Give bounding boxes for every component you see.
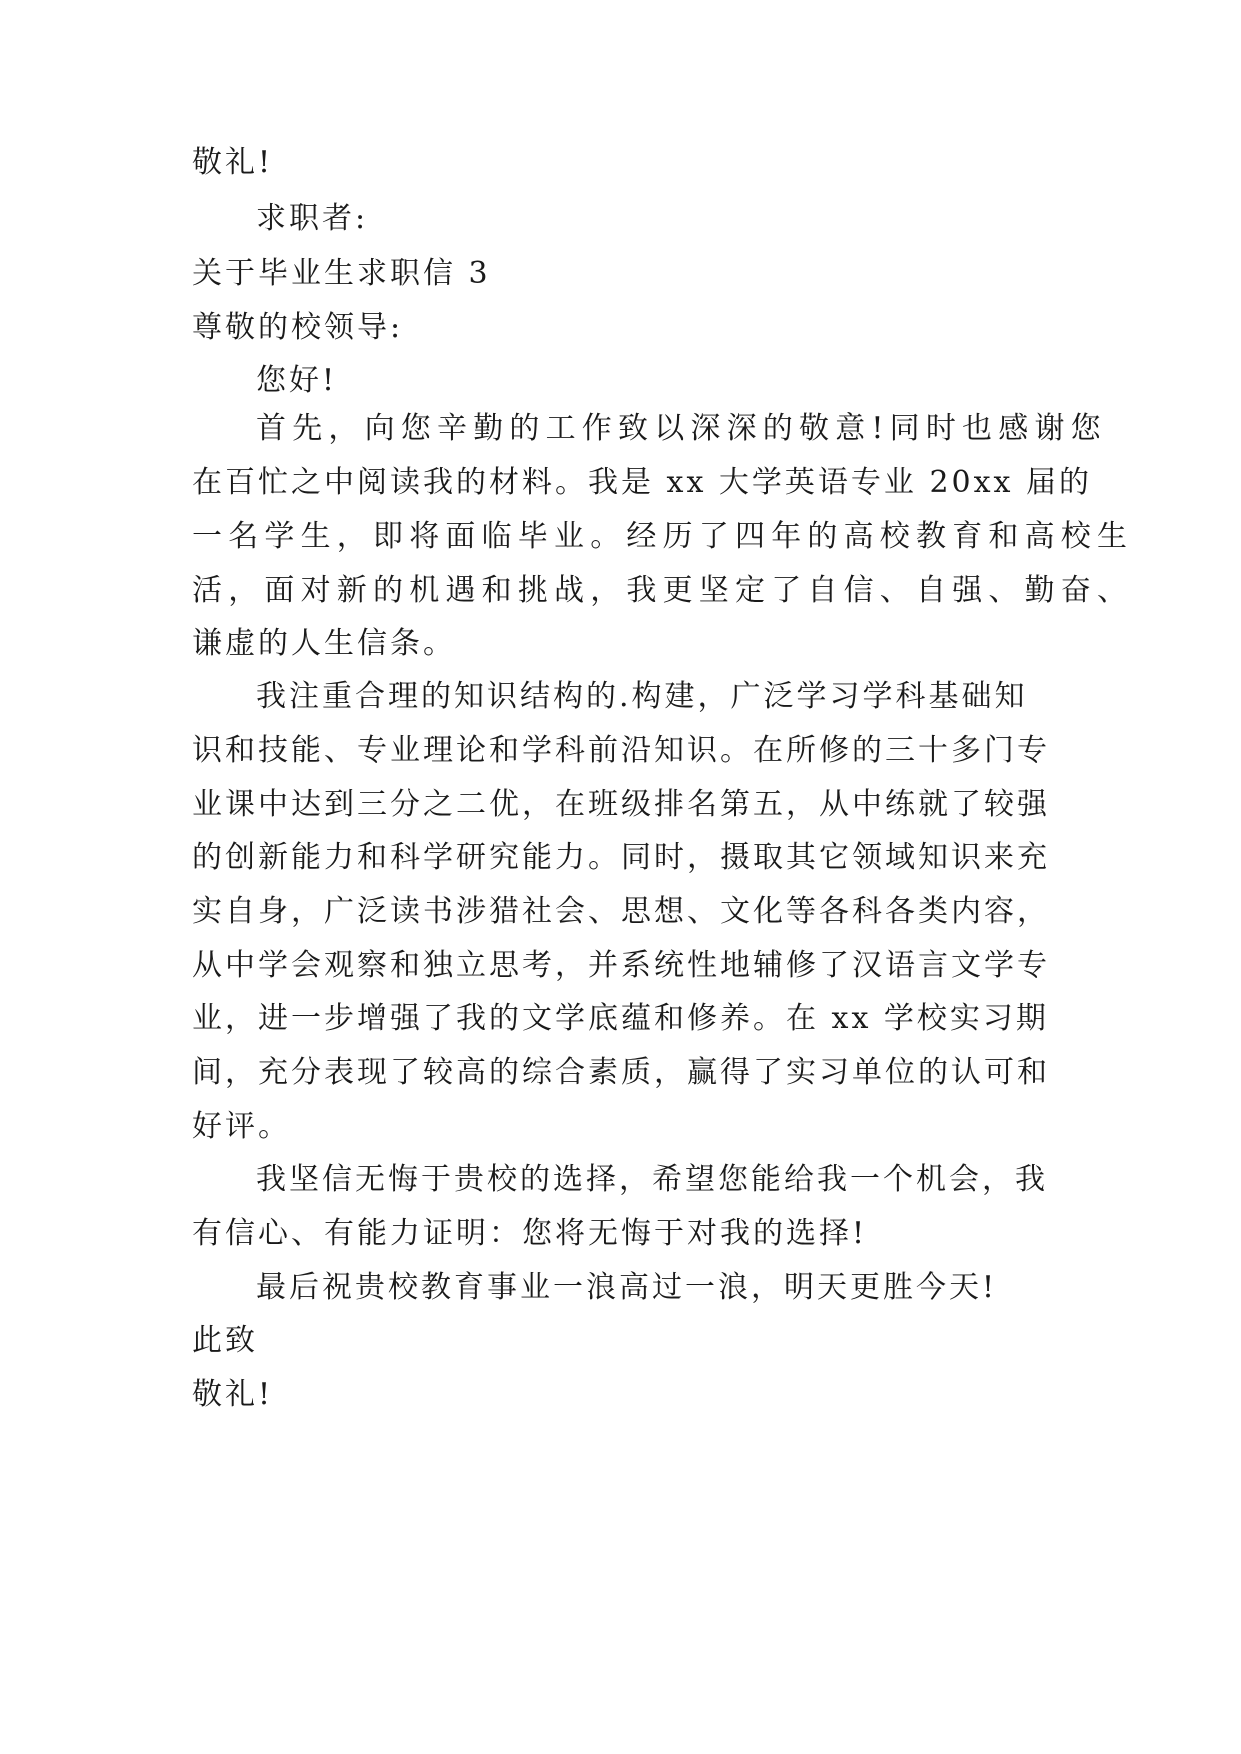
paragraph-line: 我注重合理的知识结构的.构建，广泛学习学科基础知 <box>256 679 1028 714</box>
paragraph-line: 识和技能、专业理论和学科前沿知识。在所修的三十多门专 <box>192 733 1050 768</box>
closing-phrase: 此致 <box>192 1323 258 1358</box>
paragraph-line: 一名学生，即将面临毕业。经历了四年的高校教育和高校生 <box>192 519 1134 554</box>
signature-label: 求职者: <box>256 201 369 236</box>
paragraph-line: 谦虚的人生信条。 <box>192 626 456 661</box>
paragraph-line: 在百忙之中阅读我的材料。我是 xx 大学英语专业 20xx 届的 <box>192 465 1092 500</box>
paragraph-line: 首先，向您辛勤的工作致以深深的敬意!同时也感谢您 <box>256 411 1107 446</box>
paragraph-line: 从中学会观察和独立思考，并系统性地辅修了汉语言文学专 <box>192 948 1050 983</box>
paragraph-line: 的创新能力和科学研究能力。同时，摄取其它领域知识来充 <box>192 840 1050 875</box>
greeting: 您好! <box>256 363 338 398</box>
paragraph-line: 业，进一步增强了我的文学底蕴和修养。在 xx 学校实习期 <box>192 1001 1049 1036</box>
closing-salute-top: 敬礼! <box>192 145 274 180</box>
paragraph-line: 业课中达到三分之二优，在班级排名第五，从中练就了较强 <box>192 787 1050 822</box>
paragraph-line: 有信心、有能力证明：您将无悔于对我的选择! <box>192 1216 868 1251</box>
paragraph-line: 实自身，广泛读书涉猎社会、思想、文化等各科各类内容， <box>192 894 1050 929</box>
paragraph-line: 好评。 <box>192 1109 291 1144</box>
paragraph-line: 最后祝贵校教育事业一浪高过一浪，明天更胜今天! <box>256 1270 998 1305</box>
salutation: 尊敬的校领导: <box>192 310 404 345</box>
closing-salute: 敬礼! <box>192 1377 274 1412</box>
paragraph-line: 活，面对新的机遇和挑战，我更坚定了自信、自强、勤奋、 <box>192 573 1134 608</box>
paragraph-line: 间，充分表现了较高的综合素质，赢得了实习单位的认可和 <box>192 1055 1050 1090</box>
letter-title: 关于毕业生求职信 3 <box>192 256 491 291</box>
paragraph-line: 我坚信无悔于贵校的选择，希望您能给我一个机会，我 <box>256 1162 1048 1197</box>
